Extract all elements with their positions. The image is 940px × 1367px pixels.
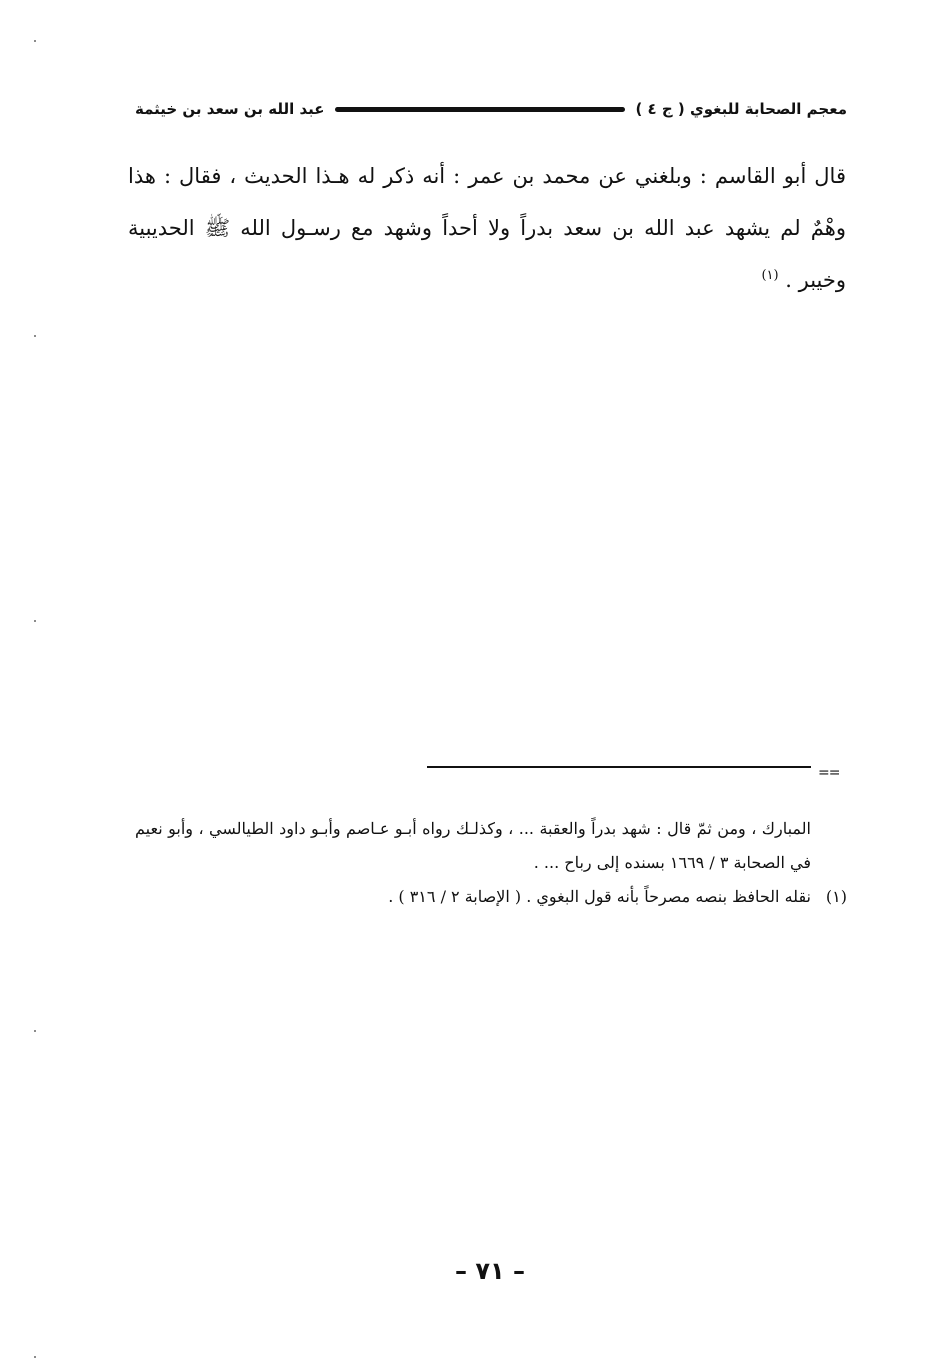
continuation-mark: == — [818, 765, 840, 781]
header-rule — [335, 107, 626, 112]
book-title: معجم الصحابة للبغوي ( ج ٤ ) — [635, 100, 847, 118]
main-paragraph — [128, 150, 846, 306]
footnote-text: نقله الحافظ بنصه مصرحاً بأنه قول البغوي . ( الإصابة ٢ / ٣١٦ ) . — [388, 887, 811, 906]
scan-mark — [34, 335, 36, 337]
scan-mark — [34, 620, 36, 622]
footnote-1 — [135, 880, 847, 914]
footnotes — [135, 812, 847, 914]
scan-mark — [34, 1356, 36, 1358]
scan-mark — [34, 1030, 36, 1032]
main-text — [128, 150, 846, 306]
footnote-separator — [427, 766, 811, 768]
page-number: – ٧١ – — [454, 1257, 525, 1285]
chapter-title: عبد الله بن سعد بن خيثمة — [135, 100, 325, 118]
scan-mark — [34, 40, 36, 42]
footnote-number: (١) — [825, 887, 847, 906]
running-header — [135, 96, 847, 122]
paragraph-text: قال أبو القاسم : وبلغني عن محمد بن عمر : أنه ذكر له هـذا الحديث ، فقال : هذا وهْمٌ لم يشهد عبد الله بن سعد بدراً ولا أحداً وشهد مع رسـول الله ﷺ الحديبية وخيبر . — [128, 164, 846, 292]
footnote-reference: (١) — [761, 268, 779, 283]
footnote-continuation: المبارك ، ومن ثمّ قال : شهد بدراً والعقبة ... ، وكذلـك رواه أبـو عـاصم وأبـو داود الطيالسي ، وأبو نعيم في الصحابة ٣ / ١٦٦٩ بسنده إلى رباح ... . — [135, 819, 811, 872]
